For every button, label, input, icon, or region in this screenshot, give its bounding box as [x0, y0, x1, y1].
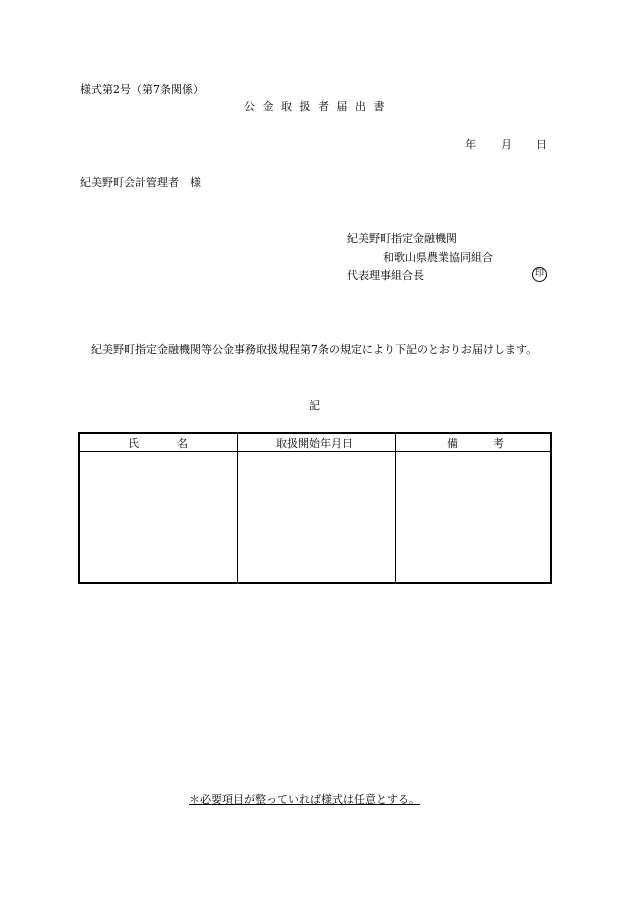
header-note-char-2: 考 [493, 437, 504, 450]
ki-heading: 記 [309, 399, 320, 412]
date-year-label: 年 [465, 138, 476, 151]
column-divider [237, 434, 238, 582]
sender-title: 代表理事組合長 [347, 269, 424, 282]
column-divider [395, 434, 396, 582]
document-title: 公 金 取 扱 者 届 出 書 [244, 100, 387, 113]
header-name-char-1: 氏 [128, 437, 139, 450]
date-month-label: 月 [501, 138, 512, 151]
date-day-label: 日 [536, 138, 547, 151]
seal-mark: 印 [532, 267, 547, 282]
addressee: 紀美野町会計管理者 様 [80, 176, 201, 189]
body-paragraph: 紀美野町指定金融機関等公金事務取扱規程第7条の規定により下記のとおりお届けします。 [91, 343, 538, 356]
footnote: ＊必要項目が整っていれば様式は任意とする。 [189, 793, 420, 806]
header-note-char-1: 備 [447, 437, 458, 450]
header-name-char-2: 名 [177, 437, 188, 450]
record-table [78, 432, 552, 584]
header-start-date: 取扱開始年月日 [276, 437, 353, 450]
sender-name: 和歌山県農業協同組合 [383, 251, 493, 264]
sender-organization: 紀美野町指定金融機関 [347, 232, 457, 245]
form-number-label: 様式第2号（第7条関係） [80, 83, 204, 96]
